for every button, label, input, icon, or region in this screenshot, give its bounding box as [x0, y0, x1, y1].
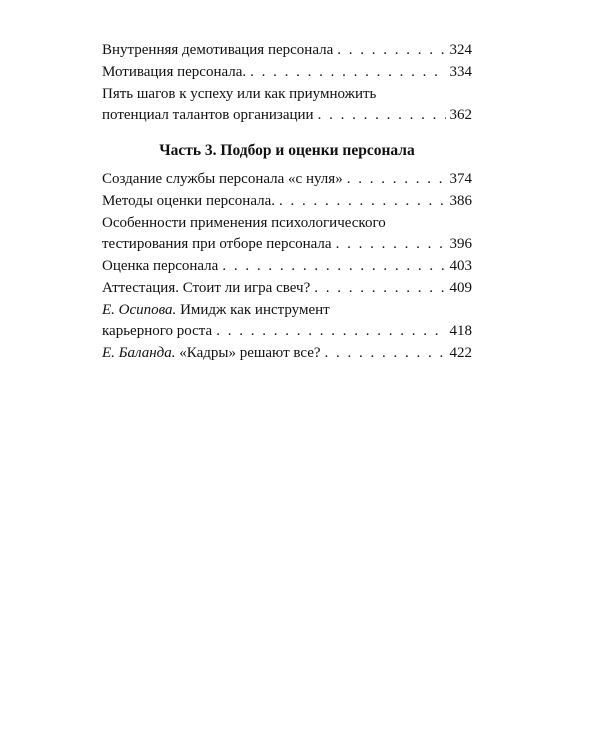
toc-entry-image-career [102, 300, 472, 342]
toc-leader-dots [222, 256, 445, 277]
toc-leader-dots [347, 169, 446, 190]
toc-entry-page: 418 [449, 323, 472, 339]
toc-entry-page: 362 [449, 107, 472, 123]
toc-leader-dots [250, 62, 445, 83]
toc-entry-page: 386 [449, 193, 472, 209]
toc-entry-page: 374 [449, 171, 472, 187]
toc-entry-author: Е. Осипова. [102, 302, 177, 318]
toc-entry-title: Внутренняя демотивация персонала [102, 42, 334, 58]
toc-entry-title: карьерного роста [102, 323, 213, 339]
toc-entry-title: Создание службы персонала «с нуля» [102, 171, 343, 187]
toc-entry-author: Е. Баланда. [102, 345, 176, 361]
toc-entry-psych-testing [102, 213, 472, 255]
toc-leader-dots [325, 343, 446, 364]
toc-entry-title-line1: Пять шагов к успеху или как приумножить [102, 86, 377, 102]
toc-entry-title: Оценка персонала [102, 258, 219, 274]
toc-entry-page: 324 [449, 42, 472, 58]
toc-entry-title-rest: «Кадры» решают все? [175, 345, 321, 361]
toc-entry-internal-demotivation [102, 40, 472, 61]
section-heading: Часть 3. Подбор и оценки персонала [159, 142, 415, 159]
toc-entry-page: 409 [449, 280, 472, 296]
toc-leader-dots [337, 40, 445, 61]
toc-entry-title-line1: Особенности применения психологического [102, 215, 386, 231]
toc-leader-dots [318, 105, 446, 126]
toc-entry-attestation [102, 278, 472, 299]
toc-entry-title: Аттестация. Стоит ли игра свеч? [102, 280, 311, 296]
toc-entry-page: 422 [449, 345, 472, 361]
toc-entry-assessment-methods [102, 191, 472, 212]
toc-entry-page: 403 [449, 258, 472, 274]
toc-entry-title: потенциал талантов организации [102, 107, 314, 123]
toc-leader-dots [279, 191, 445, 212]
toc-entry-cadres [102, 343, 472, 364]
toc-entry-title-rest: Имидж как инструмент [176, 302, 330, 318]
toc-leader-dots [336, 234, 446, 255]
toc-entry-hr-from-scratch [102, 169, 472, 190]
toc-entry-staff-motivation [102, 62, 472, 83]
toc-entry-title: Методы оценки персонала. [102, 193, 276, 209]
table-of-contents [102, 40, 472, 365]
toc-entry-page: 396 [449, 236, 472, 252]
toc-entry-title-line1 [102, 300, 472, 321]
toc-entry-title [102, 343, 325, 364]
toc-entry-staff-assessment [102, 256, 472, 277]
toc-leader-dots [216, 321, 445, 342]
toc-leader-dots [314, 278, 445, 299]
toc-entry-title: тестирования при отборе персонала [102, 236, 332, 252]
toc-entry-page: 334 [449, 64, 472, 80]
toc-entry-title: Мотивация персонала. [102, 64, 247, 80]
toc-entry-five-steps [102, 84, 472, 126]
